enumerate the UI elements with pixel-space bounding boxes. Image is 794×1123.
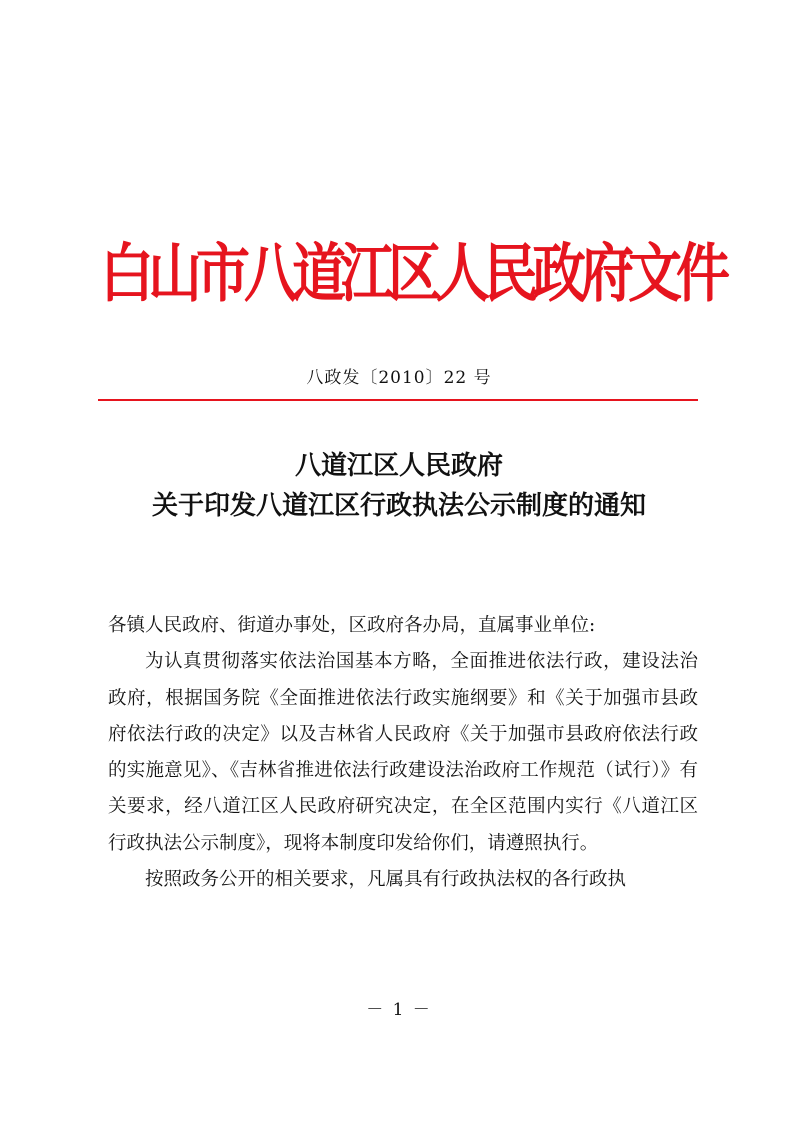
body-paragraph-2: 按照政务公开的相关要求，凡属具有行政执法权的各行政执 — [145, 869, 627, 891]
page-number: － 1 － — [366, 1000, 432, 1020]
title-line-1: 八道江区人民政府 — [294, 451, 503, 481]
document-number: 八政发〔2010〕22 号 — [306, 368, 492, 388]
salutation: 各镇人民政府、街道办事处，区政府各办局，直属事业单位: — [108, 615, 596, 636]
title-line-2: 关于印发八道江区行政执法公示制度的通知 — [151, 491, 646, 521]
body-paragraph-1: 为认真贯彻落实依法治国基本方略，全面推进依法行政，建设法治政府，根据国务院《全面推进依法行政实施纲要》和《关于加强市县政府依法行政的决定》以及吉林省人民政府《关于加强市县政府依法行政的实施意见》、《吉林省推进依法行政建设法治政府工作规范（试行）》有关要求，经八道江区人民政府研究决定，在全区范围内实行《八道江区行政执法公示制度》，现将本制度印发给你们，请遵照执行。 — [108, 651, 698, 854]
document-title — [100, 446, 698, 526]
document-body — [108, 608, 698, 898]
red-divider-line — [98, 399, 698, 401]
document-masthead: 白山市八道江区人民政府文件 — [100, 235, 724, 311]
